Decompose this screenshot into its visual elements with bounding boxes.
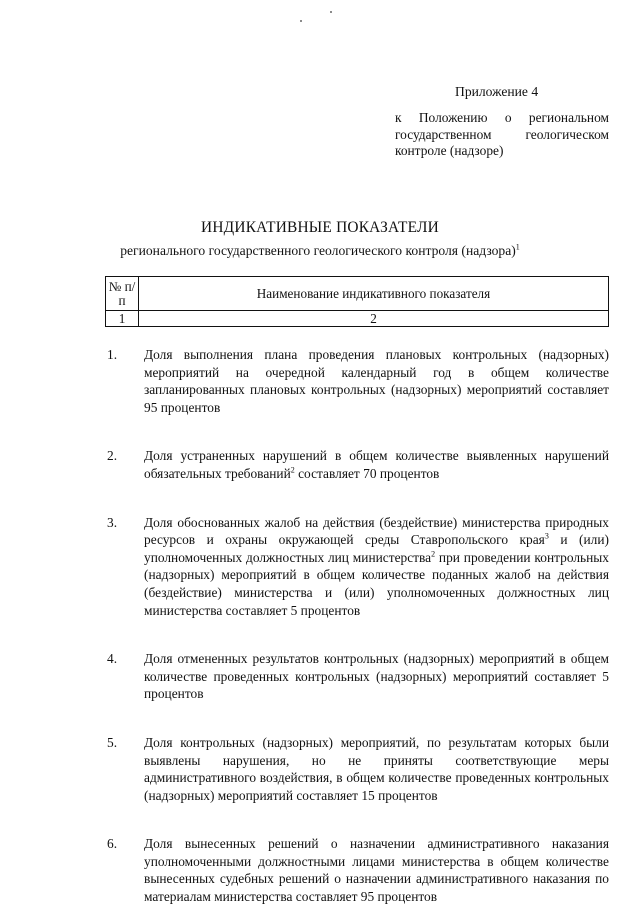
item-text: Доля отмененных результатов контрольных (надзорных) мероприятий в общем количестве проведенных контрольных (надзорных) мероприятий составляет 5 процентов <box>144 651 609 702</box>
footnote-marker: 2 <box>290 465 295 475</box>
item-text: Доля выполнения плана проведения плановых контрольных (надзорных) мероприятий на очередной календарный год в общем количестве запланированных плановых контрольных (надзорных) мероприятий составляет 95 процентов <box>144 347 609 415</box>
col-number-index: 1 <box>106 311 139 327</box>
list-item <box>107 514 609 620</box>
item-number: 1. <box>107 347 118 362</box>
col-name-index: 2 <box>139 311 609 327</box>
appendix-reference: к Положению о региональном государственном геологическом контроле (надзоре) <box>395 110 609 159</box>
footnote-marker: 3 <box>544 531 549 541</box>
col-number-header: № п/п <box>106 277 139 311</box>
item-number: 3. <box>107 514 118 530</box>
scan-speck <box>330 11 332 13</box>
col-name-header: Наименование индикативного показателя <box>139 277 609 311</box>
item-number: 5. <box>107 734 118 750</box>
item-number: 2. <box>107 448 118 464</box>
item-number: 4. <box>107 651 118 667</box>
item-text: Доля вынесенных решений о назначении административного наказания уполномоченными должностными лицами министерства в общем количестве вынесенных судебных решений о назначении административного наказания по материалам министерства составляет 95 процентов <box>144 836 609 905</box>
list-item <box>107 447 609 482</box>
item-text-part: Доля устраненных нарушений в общем количестве выявленных нарушений обязательных требований <box>144 448 609 481</box>
subtitle-text: регионального государственного геологического контроля (надзора) <box>120 243 516 258</box>
item-text-part: при проведении контрольных (надзорных) мероприятий в общем количестве поданных жалоб на действия (бездействие) министерства и (или) уполномоченных должностных лиц министерства составляет 5 процентов <box>144 549 609 618</box>
item-number: 6. <box>107 836 118 852</box>
indicators-header-table <box>105 276 609 327</box>
footnote-marker: 2 <box>431 549 436 559</box>
item-text <box>144 447 609 482</box>
list-item <box>107 346 609 416</box>
footnote-marker: 1 <box>515 242 520 252</box>
item-text-part: и (или) уполномоченных должностных лиц министерства <box>144 532 609 565</box>
document-title: ИНДИКАТИВНЫЕ ПОКАЗАТЕЛИ <box>201 219 439 236</box>
document-subtitle <box>0 242 640 260</box>
item-text: Доля контрольных (надзорных) мероприятий, по результатам которых были выявлены нарушения, но не приняты соответствующие меры административного воздействия, в общем количестве проведенных контрольных (надзорных) мероприятий составляет 15 процентов <box>144 734 609 803</box>
scan-speck <box>300 20 302 22</box>
item-text-part: Доля обоснованных жалоб на действия (бездействие) министерства природных ресурсов и охраны окружающей среды Ставропольского края <box>144 514 609 548</box>
item-text-part: составляет 70 процентов <box>294 465 440 481</box>
appendix-title: Приложение 4 <box>455 84 539 99</box>
list-item <box>107 734 609 804</box>
indicators-list <box>107 346 609 906</box>
list-item <box>107 835 609 905</box>
item-text <box>144 514 609 620</box>
list-item <box>107 650 609 703</box>
